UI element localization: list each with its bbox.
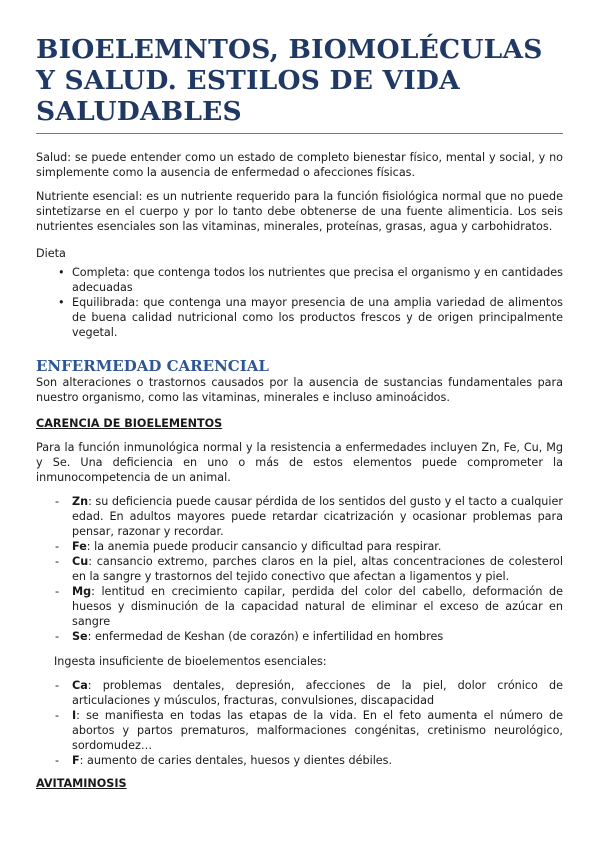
list-item	[36, 678, 563, 708]
dash-icon: -	[55, 495, 60, 508]
section-heading-enfermedad: ENFERMEDAD CARENCIAL	[36, 357, 269, 375]
list-item	[36, 708, 563, 753]
list-item	[36, 494, 563, 539]
list-item-text: : enfermedad de Keshan (de corazón) e infertilidad en hombres	[87, 630, 444, 643]
list-item-text: : lentitud en crecimiento capilar, perdida del color del cabello, deformación de huesos y disminución de la capacidad natural de eliminar el exceso de azúcar en sangre	[72, 585, 563, 628]
element-symbol: Cu	[72, 555, 89, 568]
nutriente-definition: Nutriente esencial: es un nutriente requerido para la función fisiológica normal que no puede sintetizarse en el cuerpo y por lo tanto debe obtenerse de una fuente alimenticia. Los seis nutrientes esenciales son las vitaminas, minerales, proteínas, grasas, agua y carbohidratos.	[36, 190, 563, 233]
element-symbol: Ca	[72, 679, 88, 692]
element-symbol: Zn	[72, 495, 89, 508]
dash-icon: -	[55, 585, 60, 598]
list-item	[36, 584, 563, 629]
element-symbol: F	[72, 754, 80, 767]
carencia-list	[36, 494, 563, 644]
dash-icon: -	[55, 679, 60, 692]
element-symbol: I	[72, 709, 77, 722]
dieta-list	[36, 265, 563, 340]
dash-icon: -	[55, 709, 60, 722]
list-item-text: Equilibrada: que contenga una mayor presencia de una amplia variedad de alimentos de buena calidad nutricional como los productos frescos y de origen principalmente vegetal.	[72, 296, 563, 339]
list-item	[36, 753, 563, 768]
dash-icon: -	[55, 555, 60, 568]
carencia-intro: Para la función inmunológica normal y la resistencia a enfermedades incluyen Zn, Fe, Cu, Mg y Se. Una deficiencia en uno o más de estos elementos puede comprometer la inmunocompetencia de un animal.	[36, 441, 563, 484]
salud-definition: Salud: se puede entender como un estado de completo bienestar físico, mental y social, y no simplemente como la ausencia de enfermedad o afecciones físicas.	[36, 151, 563, 179]
document-content	[36, 34, 563, 791]
enfermedad-text: Son alteraciones o trastornos causados por la ausencia de sustancias fundamentales para nuestro organismo, como las vitaminas, minerales e incluso aminoácidos.	[36, 376, 563, 404]
dash-icon: -	[55, 630, 60, 643]
bullet-icon: •	[58, 296, 65, 309]
ingesta-label: Ingesta insuficiente de bioelementos esenciales:	[54, 655, 327, 668]
list-item	[36, 554, 563, 584]
list-item-text: : su deficiencia puede causar pérdida de los sentidos del gusto y el tacto a cualquier edad. En adultos mayores puede retardar cicatrización y ocasionar problemas para pensar, razonar y recordar.	[72, 495, 563, 538]
section-heading-carencia: CARENCIA DE BIOELEMENTOS	[36, 417, 223, 430]
element-symbol: Fe	[72, 540, 87, 553]
list-item-text: : se manifiesta en todas las etapas de la vida. En el feto aumenta el número de abortos y partos prematuros, malformaciones congénitas, cretinismo neurológico, sordomudez…	[72, 709, 563, 752]
dash-icon: -	[55, 754, 60, 767]
list-item	[36, 265, 563, 295]
list-item-text: Completa: que contenga todos los nutrientes que precisa el organismo y en cantidades adecuadas	[72, 266, 563, 294]
page-title: BIOELEMNTOS, BIOMOLÉCULAS Y SALUD. ESTILOS DE VIDA SALUDABLES	[36, 34, 563, 134]
dieta-label: Dieta	[36, 247, 66, 260]
list-item-text: : aumento de caries dentales, huesos y dientes débiles.	[79, 754, 393, 767]
dash-icon: -	[55, 540, 60, 553]
element-symbol: Se	[72, 630, 88, 643]
list-item	[36, 539, 563, 554]
list-item	[36, 629, 563, 644]
list-item-text: : la anemia puede producir cansancio y dificultad para respirar.	[86, 540, 442, 553]
section-heading-avitaminosis: AVITAMINOSIS	[36, 777, 127, 790]
bullet-icon: •	[58, 266, 65, 279]
list-item-text: : problemas dentales, depresión, afecciones de la piel, dolor crónico de articulaciones y músculos, fracturas, convulsiones, discapacidad	[72, 679, 563, 707]
ingesta-list	[36, 678, 563, 768]
list-item	[36, 295, 563, 340]
list-item-text: : cansancio extremo, parches claros en la piel, altas concentraciones de colesterol en la sangre y trastornos del tejido conectivo que afectan a ligamentos y piel.	[72, 555, 563, 583]
element-symbol: Mg	[72, 585, 92, 598]
